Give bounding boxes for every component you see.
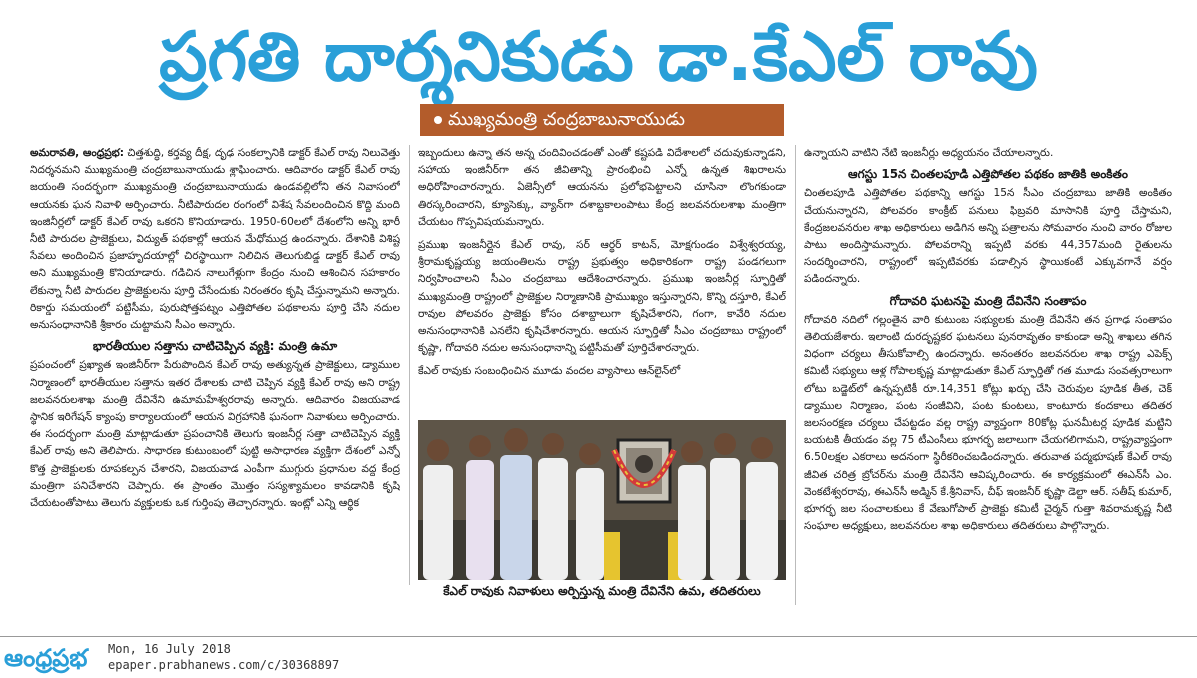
- footer-meta: [108, 641, 339, 673]
- paragraph: కేఎల్ రావుకు సంబంధించిన మూడు వందల వ్యాసాలు ఆన్‌లైన్‌లో: [418, 365, 681, 378]
- column-divider: [409, 145, 410, 585]
- paragraph: [30, 145, 400, 334]
- paragraph: గోదావరి నదిలో గల్లంతైన వారి కుటుంబ సభ్యులకు మంత్రి దేవినేని తన ప్రగాఢ సంతాపం తెలియజేశారు. ఇలాంటి దురదృష్టకర ఘటనలు పునరావృతం కాకుండా అన్ని శాఖలు తగిన విధంగా చర్యలు తీసుకోవాల్సి ఉందన్నారు. అనంతరం జలవనరుల శాఖ రాష్ట్ర ఎపెక్స్ కమిటీ సభ్యులు ఆళ్ల గోపాలకృష్ణ మాట్లాడుతూ కేఎల్ స్ఫూర్తితో గత మూడు సంవత్సరాలుగా లోటు బడ్జెట్‌లో ఉన్నప్పటికీ రూ.14,351 కోట్లు ఖర్చు చేసి చెరువుల పూడిక తీత, చెక్ డ్యాముల నిర్మాణం, పంట సంజీవిని, పంట కుంటలు, కాంటూరు కందకాలు తదితర జలసంరక్షణ చర్యలు చేపట్టడం వల్ల రాష్ట్ర వ్యాప్తంగా 80కోట్ల ఘనమీటర్ల పూడిక మట్టిని బయటకి తీయడం వల్ల 75 టీఎంసీలు భూగర్భ జలాలుగా చేయగలిగామని, రాష్ట్రవ్యాప్తంగా 6.50లక్షల ఎకరాలు అదనంగా స్థిరీకరించబడిందన్నారు. తరువాత పద్మభూషణ్ కేఎల్ రావు జీవిత చరిత్ర బ్రోచర్‌ను మంత్రి దేవినేని ఆవిష్కరించారు. ఈ కార్యక్రమంలో ఈఎన్‌సీ ఎం. వెంకటేశ్వరరావు, ఈఎన్‌సీ అడ్మిన్ కే.శ్రీనివాస్, చీఫ్ ఇంజనీర్ కృష్ణా డెల్టా ఆర్. సతీష్ కుమార్, భూగర్భ జల సంచాలకులు కే వేణుగోపాల్ ప్రాజెక్టు కమిటీ చైర్మన్ గుత్తా శివరామకృష్ణ నీటి సంఘాల అధ్యక్షులు, జలవనరుల శాఖ అధికారులు తదితరులు పాల్గొన్నారు.: [804, 313, 1172, 533]
- paragraph: ప్రపంచంలో ప్రఖ్యాత ఇంజినీర్‌గా పేరుపొందిన కేఎల్ రావు అత్యున్నత ప్రాజెక్టులు, డ్యాముల నిర్మాణంలో భారతీయుల సత్తాను ఇతర దేశాలకు చాటి చెప్పిన వ్యక్తి కేఎల్ రావు అని రాష్ట్ర జలవనరులశాఖ మంత్రి దేవినేని ఉమామహేశ్వరరావు అన్నారు. ఆదివారం విజయవాడ స్థానిక ఇరిగేషన్ క్యాంపు కార్యాలయంలో ఆయన విగ్రహానికి ఘనంగా నివాళులు అర్పించారు. ఈ సందర్భంగా మంత్రి మాట్లాడుతూ ప్రపంచానికి తెలుగు ఇంజనీర్ల సత్తా చాటిచెప్పిన వ్యక్తి కేఎల్ రావు అని తెలిపారు. సాధారణ కుటుంబంలో పుట్టి అసాధారణ వ్యక్తిగా దేశంలో ఎన్నో కొత్త ప్రాజెక్టులకు రూపకల్పన చేశారని, విజయవాడ ఎంపీగా ముగ్గురు ప్రధానుల వద్ద కేంద్ర మంత్రిగా పనిచేశారని చెప్పారు. ఈ ప్రాంతం మొత్తం సస్యశ్యామలం కావడానికి కృషి చేయటంతోపాటు తెలుగు వ్యక్తులకు ఒక గుర్తింపు తెచ్చారన్నారు. ఇంట్లో ఎన్ని ఆర్థిక: [30, 359, 400, 510]
- subheadline-text: ముఖ్యమంత్రి చంద్రబాబునాయుడు: [448, 109, 686, 130]
- section-title: భారతీయుల సత్తాను చాటిచెప్పిన వ్యక్తి: మంత్రి ఉమా: [92, 339, 338, 354]
- article-column-3: [804, 145, 1172, 605]
- section-title: ఆగస్టు 15న చింతలపూడి ఎత్తిపోతల పథకం జాతికి అంకితం: [848, 167, 1128, 182]
- publication-date: Mon, 16 July 2018: [108, 642, 231, 656]
- section-title: గోదావరి ఘటనపై మంత్రి దేవినేని సంతాపం: [889, 293, 1087, 308]
- photo-illustration: [418, 420, 786, 580]
- paragraph: ఉన్నాయని వాటిని నేటి ఇంజనీర్లు అధ్యయనం చేయాలన్నారు.: [804, 147, 1054, 159]
- footer-divider: [0, 636, 1197, 637]
- subheadline: [420, 104, 784, 136]
- logo-icon: [2, 640, 100, 674]
- paragraph-text: చిత్తశుద్ధి, కర్తవ్య దీక్ష, దృఢ సంకల్పానికి డాక్టర్ కేఎల్ రావు నిలువెత్తు నిదర్శనమని ముఖ్యమంత్రి చంద్రబాబునాయుడు శ్లాఘించారు. ఆదివారం డాక్టర్ కేఎల్ రావు జయంతి సందర్భంగా ముఖ్యమంత్రి చంద్రబాబునాయుడు ఉండవల్లిలోని తన నివాసంలో ఆయనకు ఘన నివాళి అర్పించారు. నీటిపారుదల రంగంలో విశేష సేవలందించిన కొద్ది మంది ఇంజినీర్లలో డాక్టర్ కేఎల్ రావు ఒకరని కొనియాడారు. 1950-60లలో దేశంలోని అన్ని భారీ నీటి పారుదల ప్రాజెక్టులు, విద్యుత్ పథకాల్లో ఆయన మేధోముద్ర ఉందన్నారు. దేశానికి విశిష్ట సేవలు అందించిన ప్రజాహృదయాల్లో చిరస్థాయిగా నిలిచిన తెలుగుబిడ్డ డాక్టర్ కేఎల్ రావు అని ముఖ్యమంత్రి కొనియాడారు. గడిచిన నాలుగేళ్లుగా కేంద్రం నుంచి ఆశించిన సహకారం లేకున్నా నీటి పారుదల ప్రాజెక్టులను పూర్తి చేసేందుకు నిరంతరం కృషి చేస్తున్నామని అన్నారు. రికార్డు సమయంలో పట్టిసీమ, పురుషోత్తపట్నం ఎత్తిపోతల పథకాలను పూర్తి చేసి నదుల అనుసంధానానికి శ్రీకారం చుట్టామని సీఎం అన్నారు.: [30, 147, 400, 332]
- epaper-url[interactable]: epaper.prabhanews.com/c/30368897: [108, 658, 340, 672]
- paragraph: ప్రముఖ ఇంజనీర్లైన కేఎల్ రావు, సర్ ఆర్థర్ కాటన్, మోక్షగుండం విశ్వేశ్వరయ్య, శ్రీరామకృష్ణయ్య జయంతిలను రాష్ట్ర ప్రభుత్వం అధికారికంగా రాష్ట్ర పండగలుగా నిర్వహించాలని సీఎం చంద్రబాబు ఆదేశించారన్నారు. ప్రముఖ ఇంజనీర్ల స్ఫూర్తితో ముఖ్యమంత్రి రాష్ట్రంలో ప్రాజెక్టుల నిర్మాణానికి ప్రాముఖ్యం ఇస్తున్నారని, కొన్ని దస్తూరి, కేఎల్ రావుల పోలవరం ప్రాజెక్టు కోసం దశాబ్దాలుగా కృషిచేశారని, గంగా, కావేరి నదుల అనుసంధానానికి ఎనలేని కృషిచేశారన్నారు. ఆయన స్ఫూర్తితో సీఎం చంద్రబాబు రాష్ట్రంలో కృష్ణా, గోదావరి నదుల అనుసంధానాన్ని పట్టిసీమతో పూర్తిచేశారన్నారు.: [418, 239, 786, 355]
- bullet-icon: [434, 116, 442, 124]
- news-photo: [418, 420, 786, 580]
- column-divider: [795, 145, 796, 605]
- paragraph: ఇబ్బందులు ఉన్నా తన అన్న చందివించడంతో ఎంతో కష్టపడి విదేశాలలో చదువుకున్నాడని, సహాయ ఇంజినీర్‌గా తన జీవితాన్ని ప్రారంభించి ఎన్నో ఉన్నత శిఖరాలను అధిరోహించారన్నారు. ఏజెన్సీలో ఆయనను ప్రలోభపెట్టాలని చూసినా లొంగకుండా తిరస్కరించారని, క్యూసెక్కు, వ్యాన్‌గా దశాబ్దకాలంపాటు కేంద్ర జలవనరులశాఖ మంత్రిగా చేయటం గొప్పవిషయమన్నారు.: [418, 147, 786, 228]
- andhra-prabha-logo: [2, 640, 100, 674]
- article-column-1: [30, 145, 400, 585]
- logo-text: ఆంధ్రప్రభ: [4, 644, 88, 672]
- headline: ప్రగతి దార్శనికుడు డా.కేఎల్ రావు: [159, 18, 1038, 97]
- photo-caption: కేఎల్ రావుకు నివాళులు అర్పిస్తున్న మంత్రి దేవినేని ఉమ, తదితరులు: [443, 584, 761, 598]
- paragraph: చింతలపూడి ఎత్తిపోతల పథకాన్ని ఆగస్టు 15న సీఎం చంద్రబాబు జాతికి అంకితం చేయనున్నారని, పోలవరం కాంక్రీట్ పనులు ఫిబ్రవరి మాసానికి పూర్తి చేస్తామని, కేంద్రజలవనరుల శాఖ అధికారులు అడిగిన అన్ని పత్రాలను సోమవారం నుంచి వారం రోజుల పాటు అందిస్తామన్నారు. పోలవరాన్ని ఇప్పటి వరకు 44,357మంది రైతులను సందర్శించారని, రాష్ట్రంలో ఇప్పటివరకు పడాల్సిన స్థాయికంటే ఎక్కువగానే వర్షం పడిందన్నారు.: [804, 187, 1172, 286]
- article-column-2: [418, 145, 786, 393]
- dateline: అమరావతి, ఆంధ్రప్రభ:: [30, 147, 124, 159]
